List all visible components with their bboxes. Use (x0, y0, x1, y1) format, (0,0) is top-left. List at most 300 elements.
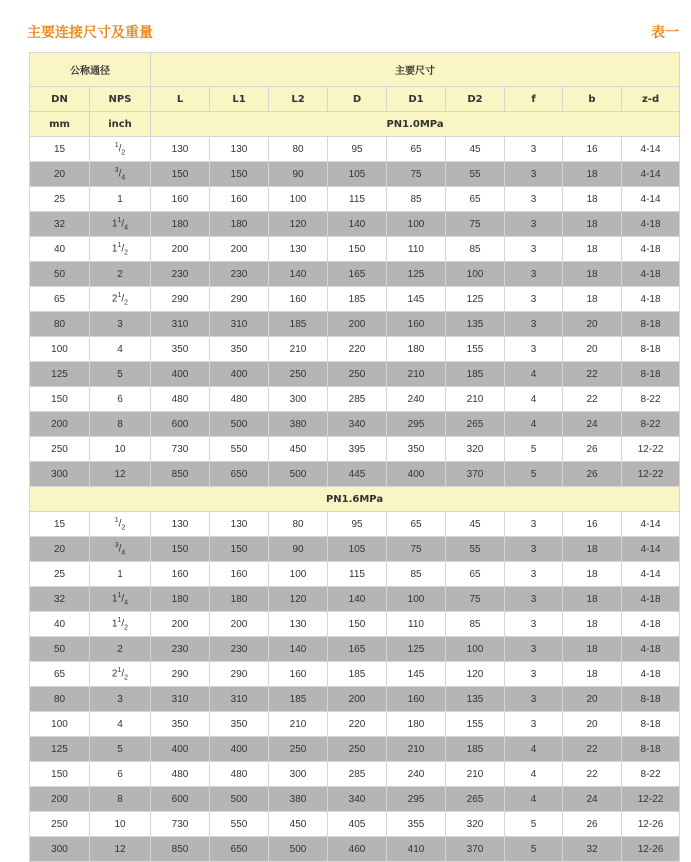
col-header-f: f (505, 87, 563, 112)
cell-d1: 410 (387, 837, 446, 862)
cell-l2: 380 (269, 412, 328, 437)
dimensions-table (29, 52, 680, 862)
cell-d2: 125 (446, 287, 505, 312)
cell-d: 285 (328, 387, 387, 412)
cell-dn: 80 (30, 312, 90, 337)
cell-dn: 20 (30, 162, 90, 187)
cell-l1: 500 (210, 787, 269, 812)
cell-l: 130 (151, 137, 210, 162)
cell-f: 3 (505, 312, 563, 337)
col-header-l1: L1 (210, 87, 269, 112)
cell-nps: $1^1/_4$ (90, 587, 151, 612)
cell-b: 18 (563, 662, 622, 687)
cell-d: 220 (328, 337, 387, 362)
cell-l2: 450 (269, 812, 328, 837)
cell-d2: 75 (446, 587, 505, 612)
cell-l2: 210 (269, 712, 328, 737)
section-label: PN1.0MPa (151, 112, 680, 137)
cell-d2: 185 (446, 362, 505, 387)
cell-z-d: 4-18 (622, 587, 680, 612)
table-row (30, 762, 680, 787)
cell-d: 165 (328, 637, 387, 662)
cell-d1: 100 (387, 587, 446, 612)
cell-nps: $1^1/_2$ (90, 237, 151, 262)
cell-nps: $^1/_2$ (90, 512, 151, 537)
cell-f: 4 (505, 787, 563, 812)
cell-l2: 300 (269, 762, 328, 787)
cell-f: 3 (505, 337, 563, 362)
cell-dn: 20 (30, 537, 90, 562)
cell-nps: 12 (90, 462, 151, 487)
cell-d: 165 (328, 262, 387, 287)
cell-d1: 145 (387, 662, 446, 687)
table-row (30, 262, 680, 287)
cell-d: 115 (328, 187, 387, 212)
cell-nps: 10 (90, 812, 151, 837)
cell-z-d: 4-18 (622, 287, 680, 312)
cell-z-d: 4-18 (622, 262, 680, 287)
cell-d2: 210 (446, 762, 505, 787)
table-row (30, 787, 680, 812)
cell-b: 20 (563, 337, 622, 362)
cell-f: 3 (505, 162, 563, 187)
cell-b: 22 (563, 737, 622, 762)
cell-dn: 25 (30, 562, 90, 587)
cell-dn: 125 (30, 737, 90, 762)
cell-d: 340 (328, 412, 387, 437)
cell-dn: 40 (30, 237, 90, 262)
cell-z-d: 12-22 (622, 437, 680, 462)
cell-b: 18 (563, 587, 622, 612)
cell-l: 480 (151, 387, 210, 412)
cell-d: 250 (328, 737, 387, 762)
cell-l: 310 (151, 687, 210, 712)
col-header-d2: D2 (446, 87, 505, 112)
cell-b: 22 (563, 362, 622, 387)
cell-dn: 32 (30, 212, 90, 237)
cell-l2: 120 (269, 212, 328, 237)
cell-dn: 200 (30, 787, 90, 812)
header-group-row (30, 53, 680, 87)
cell-d2: 45 (446, 512, 505, 537)
cell-f: 3 (505, 587, 563, 612)
cell-nps: $2^1/_2$ (90, 287, 151, 312)
table-row (30, 362, 680, 387)
cell-l1: 230 (210, 637, 269, 662)
cell-d: 185 (328, 662, 387, 687)
table-row (30, 837, 680, 862)
cell-nps: 5 (90, 362, 151, 387)
cell-d1: 350 (387, 437, 446, 462)
cell-l: 150 (151, 537, 210, 562)
cell-d2: 85 (446, 612, 505, 637)
cell-z-d: 8-18 (622, 712, 680, 737)
cell-nps: $1^1/_4$ (90, 212, 151, 237)
cell-d1: 295 (387, 412, 446, 437)
cell-l: 200 (151, 612, 210, 637)
cell-d2: 55 (446, 537, 505, 562)
cell-l2: 160 (269, 662, 328, 687)
cell-nps: 3 (90, 687, 151, 712)
cell-l2: 500 (269, 462, 328, 487)
cell-d1: 75 (387, 537, 446, 562)
cell-dn: 50 (30, 262, 90, 287)
cell-dn: 50 (30, 637, 90, 662)
cell-dn: 80 (30, 687, 90, 712)
cell-f: 5 (505, 462, 563, 487)
cell-l1: 150 (210, 162, 269, 187)
cell-z-d: 4-14 (622, 562, 680, 587)
cell-l2: 185 (269, 312, 328, 337)
cell-b: 18 (563, 562, 622, 587)
cell-d: 340 (328, 787, 387, 812)
cell-d1: 110 (387, 612, 446, 637)
cell-b: 26 (563, 437, 622, 462)
cell-l2: 380 (269, 787, 328, 812)
cell-z-d: 4-14 (622, 537, 680, 562)
cell-b: 18 (563, 287, 622, 312)
cell-d2: 320 (446, 812, 505, 837)
cell-b: 32 (563, 837, 622, 862)
cell-d2: 55 (446, 162, 505, 187)
cell-f: 3 (505, 662, 563, 687)
cell-l1: 480 (210, 762, 269, 787)
cell-z-d: 8-18 (622, 737, 680, 762)
cell-d: 250 (328, 362, 387, 387)
cell-d1: 65 (387, 512, 446, 537)
cell-l1: 160 (210, 562, 269, 587)
cell-d1: 295 (387, 787, 446, 812)
cell-b: 18 (563, 187, 622, 212)
cell-l2: 130 (269, 237, 328, 262)
cell-d2: 45 (446, 137, 505, 162)
cell-nps: 6 (90, 762, 151, 787)
cell-l: 850 (151, 462, 210, 487)
cell-l2: 130 (269, 612, 328, 637)
cell-d1: 145 (387, 287, 446, 312)
cell-l: 130 (151, 512, 210, 537)
cell-l1: 500 (210, 412, 269, 437)
cell-d2: 155 (446, 712, 505, 737)
cell-f: 3 (505, 562, 563, 587)
table-row (30, 537, 680, 562)
table-row (30, 412, 680, 437)
cell-d2: 85 (446, 237, 505, 262)
cell-d: 200 (328, 312, 387, 337)
cell-l: 400 (151, 362, 210, 387)
cell-z-d: 4-14 (622, 187, 680, 212)
cell-z-d: 8-18 (622, 337, 680, 362)
cell-l1: 290 (210, 287, 269, 312)
table-row (30, 187, 680, 212)
cell-l1: 310 (210, 312, 269, 337)
cell-b: 24 (563, 787, 622, 812)
cell-z-d: 8-22 (622, 762, 680, 787)
cell-f: 5 (505, 812, 563, 837)
cell-dn: 100 (30, 337, 90, 362)
cell-nps: 12 (90, 837, 151, 862)
cell-d2: 100 (446, 262, 505, 287)
cell-d1: 210 (387, 737, 446, 762)
cell-d: 150 (328, 237, 387, 262)
cell-b: 18 (563, 237, 622, 262)
table-row (30, 637, 680, 662)
cell-z-d: 8-18 (622, 312, 680, 337)
col-header-z-d: z-d (622, 87, 680, 112)
cell-l1: 350 (210, 337, 269, 362)
cell-l2: 210 (269, 337, 328, 362)
cell-l1: 650 (210, 462, 269, 487)
cell-l2: 250 (269, 362, 328, 387)
cell-d: 285 (328, 762, 387, 787)
cell-d: 105 (328, 537, 387, 562)
cell-d2: 185 (446, 737, 505, 762)
cell-d2: 210 (446, 387, 505, 412)
cell-dn: 200 (30, 412, 90, 437)
table-row (30, 287, 680, 312)
cell-z-d: 8-18 (622, 687, 680, 712)
cell-d1: 210 (387, 362, 446, 387)
cell-dn: 250 (30, 437, 90, 462)
cell-z-d: 4-14 (622, 162, 680, 187)
cell-d2: 370 (446, 462, 505, 487)
cell-f: 3 (505, 237, 563, 262)
cell-d1: 355 (387, 812, 446, 837)
cell-d: 445 (328, 462, 387, 487)
cell-dn: 100 (30, 712, 90, 737)
cell-nps: $^1/_2$ (90, 137, 151, 162)
table-row (30, 562, 680, 587)
table-row (30, 237, 680, 262)
cell-d2: 135 (446, 687, 505, 712)
cell-b: 16 (563, 512, 622, 537)
cell-f: 3 (505, 512, 563, 537)
cell-l2: 120 (269, 587, 328, 612)
cell-l2: 80 (269, 512, 328, 537)
cell-b: 20 (563, 312, 622, 337)
table-row (30, 162, 680, 187)
cell-d2: 75 (446, 212, 505, 237)
cell-d1: 160 (387, 687, 446, 712)
cell-nps: 2 (90, 262, 151, 287)
unit-mm: mm (30, 112, 90, 137)
col-header-dn: DN (30, 87, 90, 112)
cell-nps: $2^1/_2$ (90, 662, 151, 687)
cell-l1: 480 (210, 387, 269, 412)
col-header-d1: D1 (387, 87, 446, 112)
cell-f: 4 (505, 762, 563, 787)
cell-l: 350 (151, 337, 210, 362)
cell-d: 395 (328, 437, 387, 462)
cell-z-d: 12-26 (622, 837, 680, 862)
cell-l2: 140 (269, 262, 328, 287)
cell-nps: 2 (90, 637, 151, 662)
cell-d: 95 (328, 137, 387, 162)
cell-l: 230 (151, 637, 210, 662)
cell-b: 18 (563, 637, 622, 662)
cell-d2: 120 (446, 662, 505, 687)
cell-nps: 4 (90, 712, 151, 737)
cell-f: 3 (505, 687, 563, 712)
cell-d: 460 (328, 837, 387, 862)
cell-b: 24 (563, 412, 622, 437)
cell-f: 3 (505, 137, 563, 162)
cell-dn: 25 (30, 187, 90, 212)
cell-l: 600 (151, 412, 210, 437)
cell-l1: 150 (210, 537, 269, 562)
cell-f: 4 (505, 737, 563, 762)
table-row (30, 312, 680, 337)
cell-l2: 100 (269, 187, 328, 212)
cell-l1: 650 (210, 837, 269, 862)
cell-d2: 155 (446, 337, 505, 362)
cell-d: 200 (328, 687, 387, 712)
cell-f: 3 (505, 262, 563, 287)
cell-l1: 130 (210, 512, 269, 537)
cell-dn: 125 (30, 362, 90, 387)
page-title: 主要连接尺寸及重量 (27, 25, 153, 41)
cell-l1: 180 (210, 587, 269, 612)
col-header-nps: NPS (90, 87, 151, 112)
cell-b: 18 (563, 262, 622, 287)
cell-l1: 310 (210, 687, 269, 712)
cell-l: 160 (151, 562, 210, 587)
cell-l1: 160 (210, 187, 269, 212)
table-number: 表一 (651, 25, 679, 41)
cell-l: 600 (151, 787, 210, 812)
table-row (30, 687, 680, 712)
cell-z-d: 8-18 (622, 362, 680, 387)
cell-l2: 100 (269, 562, 328, 587)
col-header-b: b (563, 87, 622, 112)
cell-d2: 265 (446, 787, 505, 812)
cell-nps: 8 (90, 787, 151, 812)
cell-f: 3 (505, 612, 563, 637)
cell-d: 140 (328, 587, 387, 612)
cell-l2: 140 (269, 637, 328, 662)
cell-dn: 300 (30, 462, 90, 487)
cell-d2: 265 (446, 412, 505, 437)
cell-z-d: 12-26 (622, 812, 680, 837)
cell-d1: 75 (387, 162, 446, 187)
cell-dn: 150 (30, 387, 90, 412)
cell-b: 26 (563, 812, 622, 837)
cell-b: 18 (563, 212, 622, 237)
cell-d1: 160 (387, 312, 446, 337)
cell-l1: 400 (210, 737, 269, 762)
cell-d1: 100 (387, 212, 446, 237)
cell-d2: 100 (446, 637, 505, 662)
cell-l: 180 (151, 212, 210, 237)
cell-l: 180 (151, 587, 210, 612)
cell-nps: 3 (90, 312, 151, 337)
cell-l1: 550 (210, 437, 269, 462)
section-header-row (30, 487, 680, 512)
cell-f: 3 (505, 212, 563, 237)
col-header-l: L (151, 87, 210, 112)
cell-l1: 290 (210, 662, 269, 687)
cell-b: 16 (563, 137, 622, 162)
cell-dn: 40 (30, 612, 90, 637)
cell-d1: 240 (387, 387, 446, 412)
cell-l: 310 (151, 312, 210, 337)
cell-f: 5 (505, 437, 563, 462)
table-row (30, 712, 680, 737)
cell-b: 22 (563, 762, 622, 787)
table-row (30, 512, 680, 537)
cell-f: 3 (505, 637, 563, 662)
cell-z-d: 4-18 (622, 637, 680, 662)
cell-nps: $1^1/_2$ (90, 612, 151, 637)
cell-z-d: 8-22 (622, 412, 680, 437)
cell-d1: 65 (387, 137, 446, 162)
table-row (30, 587, 680, 612)
table-row (30, 812, 680, 837)
cell-nps: $^3/_4$ (90, 162, 151, 187)
cell-l2: 185 (269, 687, 328, 712)
cell-f: 3 (505, 712, 563, 737)
cell-l: 150 (151, 162, 210, 187)
cell-b: 18 (563, 537, 622, 562)
cell-l1: 130 (210, 137, 269, 162)
cell-z-d: 4-18 (622, 212, 680, 237)
cell-f: 4 (505, 362, 563, 387)
cell-d: 115 (328, 562, 387, 587)
cell-l: 290 (151, 662, 210, 687)
cell-nps: 4 (90, 337, 151, 362)
cell-dn: 15 (30, 512, 90, 537)
cell-b: 18 (563, 612, 622, 637)
cell-l1: 550 (210, 812, 269, 837)
cell-dn: 15 (30, 137, 90, 162)
cell-d: 105 (328, 162, 387, 187)
cell-z-d: 4-18 (622, 612, 680, 637)
cell-l: 730 (151, 812, 210, 837)
cell-l: 480 (151, 762, 210, 787)
section-label: PN1.6MPa (30, 487, 680, 512)
cell-f: 5 (505, 837, 563, 862)
cell-b: 26 (563, 462, 622, 487)
unit-row (30, 112, 680, 137)
cell-d2: 370 (446, 837, 505, 862)
cell-d1: 180 (387, 337, 446, 362)
cell-l: 730 (151, 437, 210, 462)
cell-d: 95 (328, 512, 387, 537)
cell-dn: 250 (30, 812, 90, 837)
cell-l: 350 (151, 712, 210, 737)
cell-l: 160 (151, 187, 210, 212)
cell-nps: 5 (90, 737, 151, 762)
cell-d: 220 (328, 712, 387, 737)
column-header-row (30, 87, 680, 112)
table-row (30, 212, 680, 237)
cell-l1: 230 (210, 262, 269, 287)
cell-l: 850 (151, 837, 210, 862)
table-row (30, 662, 680, 687)
table-row (30, 612, 680, 637)
table-row (30, 437, 680, 462)
cell-nps: 1 (90, 562, 151, 587)
cell-f: 4 (505, 412, 563, 437)
cell-f: 3 (505, 537, 563, 562)
col-header-l2: L2 (269, 87, 328, 112)
cell-b: 20 (563, 687, 622, 712)
cell-d1: 85 (387, 187, 446, 212)
cell-d1: 85 (387, 562, 446, 587)
table-row (30, 387, 680, 412)
cell-dn: 32 (30, 587, 90, 612)
cell-dn: 65 (30, 662, 90, 687)
